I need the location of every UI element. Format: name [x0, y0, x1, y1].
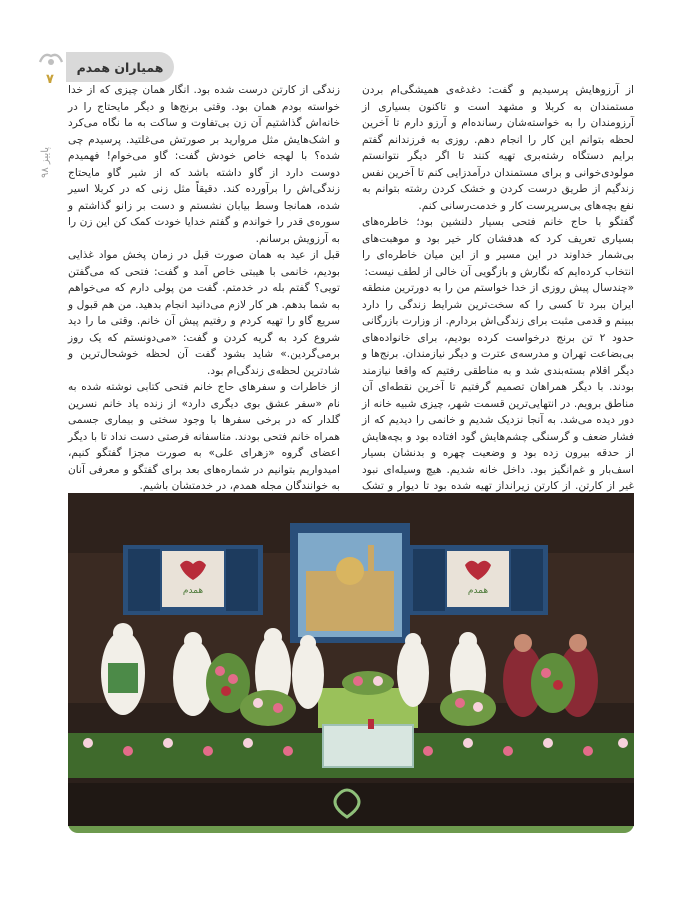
issue-date: پاییز ۹۸	[40, 146, 51, 178]
section-title: همیاران همدم	[66, 52, 174, 82]
photo-frame	[68, 493, 634, 833]
text-column-left	[68, 82, 340, 492]
paragraph: زندگی از کارتن درست شده بود. انگار همان چیزی که از خدا خواسته بودم همان بود. وقتی برنج‌ها و دیگر مایحتاج را در خانه‌اش گذاشتیم آن زن بی‌تفاوت و ساکت به ما نگاه می‌کرد و اشک‌هایش مثل مروارید بر صورتش می‌غلتید. پرسیدم چی شده؟ با لهجه خاص خودش گفت: گاو می‌خوام! فهمیدم دوست دارد از گاو داشته باشد که از شیر گاو مایحتاج زندگی‌اش را برآورده کند. دقیقاً مثل زنی که در کربلا اسیر شده، همانجا وسط بیابان نشستم و دست بر زانو گذاشتم و سوره‌ی قدر را خواندم و گفتم خدایا خودت کمک کن این زن را به آرزویش برسانم.	[68, 84, 340, 245]
page-number: ۷	[46, 72, 54, 87]
banner-left-text: همدم	[182, 586, 204, 596]
left-window	[123, 545, 263, 615]
paragraph: گفتگو با حاج خانم فتحی بسیار دلنشین بود؛ خاطره‌های بسیاری تعریف کرد که هدفشان کار خیر بود و موهبت‌های بی‌شمار خداوند در این مسیر و از این میان خاطره‌ای را انتخاب کرده‌ایم که نگارش و بازگویی آن خالی از لطف نیست:	[362, 216, 634, 278]
paragraph: از خاطرات و سفرهای حاج خانم فتحی کتابی نوشته شده به نام «سفر عشق بوی دیگری دارد» از زنده یاد خانم نسرین گلدار که در برخی سفرها با وجود سختی و بیماری جسمی همراه خانم فتحی بودند. متاسفانه فرصتی دست نداد تا با دیگر اعضای گروه «زهرای علی» به صورت مجزا گفتگو کنیم، امیدواریم بتوانیم در شماره‌های بعد برای گفتگو و معرفی آنان به خوانندگان مجله همدم، در خدمتشان باشیم.	[68, 381, 340, 492]
paragraph: قبل از عید به همان صورت قبل در زمان پخش مواد غذایی بودیم، خانمی با هیبتی خاص آمد و گفت: فتحی که می‌گفتن تویی؟ گفتم بله در خدمتم. گفت من پولی دارم که می‌خواهم به شما بدهم. هر کار لازم می‌دانید انجام بدهید. من هم قبول و سریع گاو را تهیه کردم و رفتیم پیش آن خانم. وقتی ما را دید شروع کرد به گریه کردن و گفت: «می‌دونستم که یک روز برمی‌گردین.» شاید بشود گفت آن لحظه خوشحال‌ترین و شادترین لحظه‌ی زندگی‌ام بود.	[68, 249, 340, 377]
center-arch	[290, 523, 410, 643]
paragraph: «چندسال پیش روزی از خدا خواستم من را به دورترین منطقه ایران ببرد تا کسی را که سخت‌ترین شرایط زندگی را دارد ببینم و قدمی مثبت برای زندگی‌اش بردارم. از وزارت بازرگانی حدود ۲ تن برنج درخواست کرده بودیم، برای خانواده‌های بی‌بضاعت تهران و مدرسه‌ی عترت و دیگر نیازمندان. برنج‌ها و دیگر اقلام بسته‌بندی شد و به مناطقی رفتیم که واقعا نیازمند بودند. با دیگر همراهان تصمیم گرفتیم تا آخرین نقطه‌ای آن مناطق برویم. در انتهایی‌ترین قسمت شهر، چیزی شبیه خانه از دور دیده می‌شد. به آنجا نزدیک شدیم و خانمی را دیدیم که از فشار ضعف و گرسنگی چشم‌هایش گود افتاده بود و بچه‌هایش از حدقه بیرون زده بود و وضعیت چهره و بدنشان بسیار اسف‌بار و غم‌انگیز بود. داخل خانه شدیم. هیچ وسیله‌ای نبود غیر از کارتن. از کارتن زیرانداز تهیه شده بود تا دیوار و تشک	[362, 282, 635, 492]
paragraph: از آرزوهایش پرسیدیم و گفت: دغدغه‌ی همیشگی‌ام بردن مستمندان به کربلا و مشهد است و تاکنون بسیاری از آرزومندان را به خواسته‌شان رسانده‌ام و آرزو دارم تا آخرین لحظه بتوانم این کار را انجام دهم. روزی به فرزندانم گفتم برایم دستگاه رشته‌بری تهیه کنند تا اگر دیگر نتوانستم مولودی‌خوانی و برای مستمندان درآمدزایی کنم تا آخرین نفس زندگیم از طریق درست کردن و خشک کردن رشته بتوانم به نفع بچه‌های بی‌سرپرست کار و خدمت‌رسانی کنم.	[362, 84, 634, 212]
ceremony-photo	[68, 493, 634, 826]
right-window	[408, 545, 548, 615]
stage-emblem-icon	[68, 783, 634, 826]
text-column-right	[362, 82, 635, 492]
magazine-logo-icon	[38, 50, 64, 68]
banner-right-text: همدم	[467, 586, 489, 596]
